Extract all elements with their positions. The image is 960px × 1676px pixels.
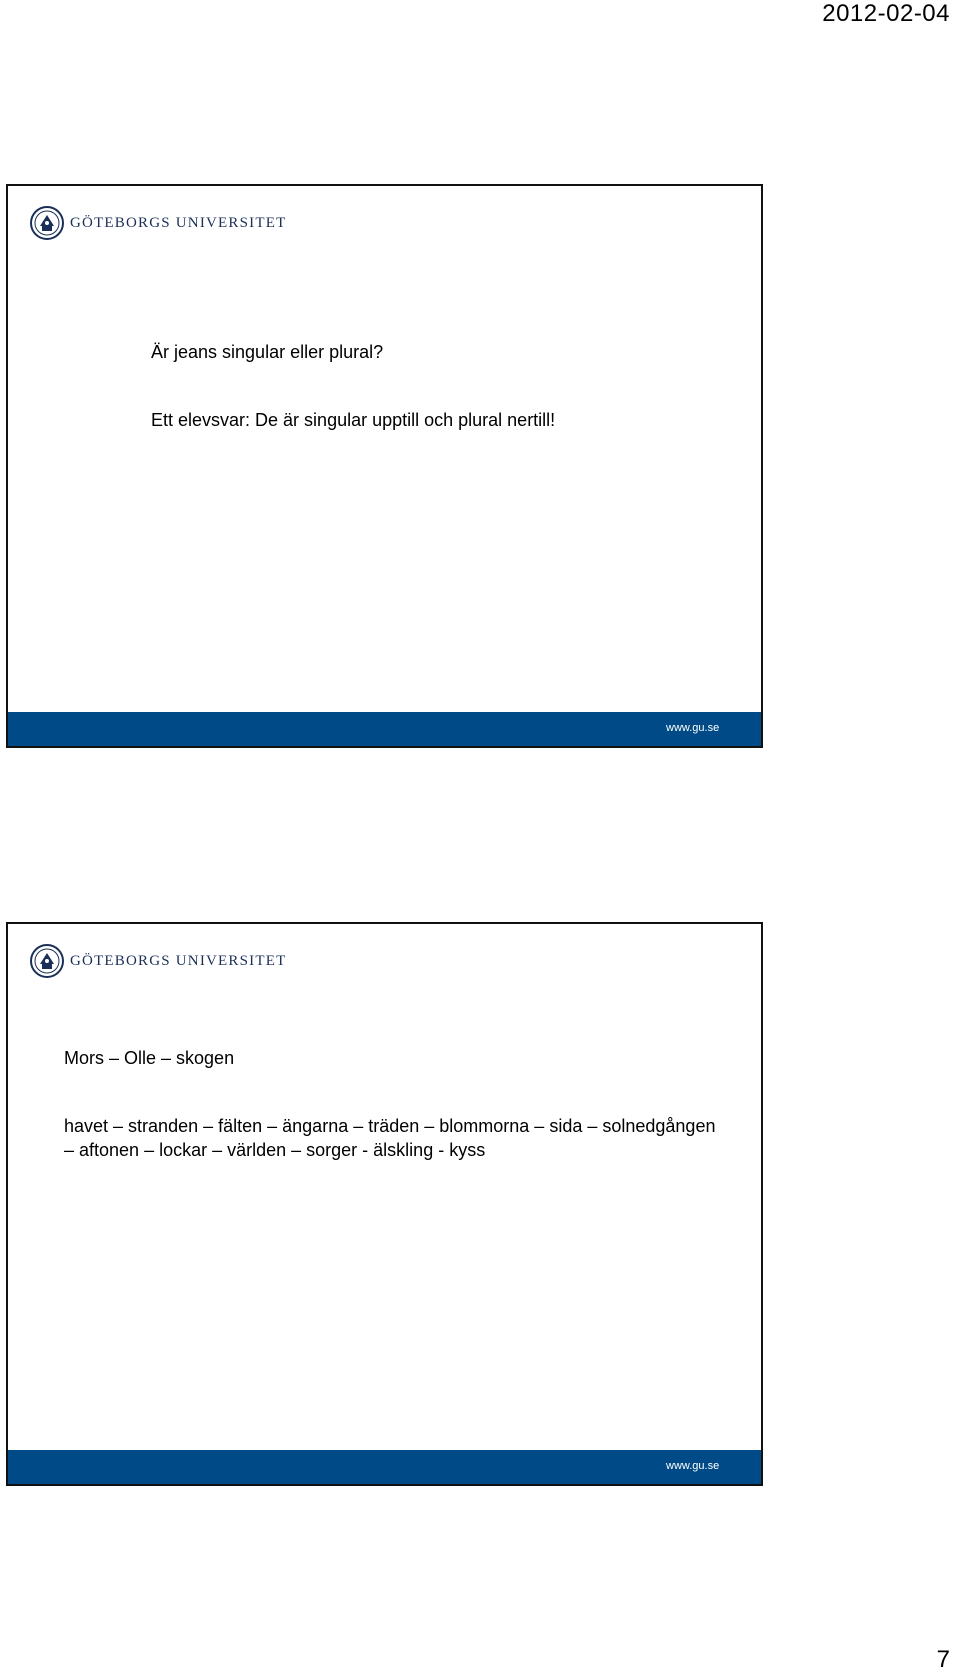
word-list: [64, 1114, 715, 1162]
university-name: GÖTEBORGS UNIVERSITET: [70, 214, 287, 231]
slide-question: Är jeans singular eller plural?: [151, 342, 384, 362]
slide-2: [6, 922, 763, 1486]
page-date: 2012-02-04: [822, 0, 950, 27]
slide-title: Mors – Olle – skogen: [64, 1048, 235, 1068]
page-number: 7: [936, 1646, 950, 1673]
footer-bar: [8, 1450, 761, 1484]
university-name: GÖTEBORGS UNIVERSITET: [70, 952, 287, 969]
word-list-line: – aftonen – lockar – världen – sorger - älskling - kyss: [64, 1140, 486, 1160]
university-logo: [30, 944, 286, 978]
university-seal-icon: [30, 206, 64, 240]
university-seal-icon: [30, 944, 64, 978]
footer-url: www.gu.se: [666, 1460, 720, 1472]
word-list-line: havet – stranden – fälten – ängarna – träden – blommorna – sida – solnedgången: [64, 1116, 716, 1136]
footer-url: www.gu.se: [666, 722, 720, 734]
slide-answer: Ett elevsvar: De är singular upptill och plural nertill!: [151, 410, 556, 430]
slide-1: [6, 184, 763, 748]
footer-bar: [8, 712, 761, 746]
university-logo: [30, 206, 286, 240]
